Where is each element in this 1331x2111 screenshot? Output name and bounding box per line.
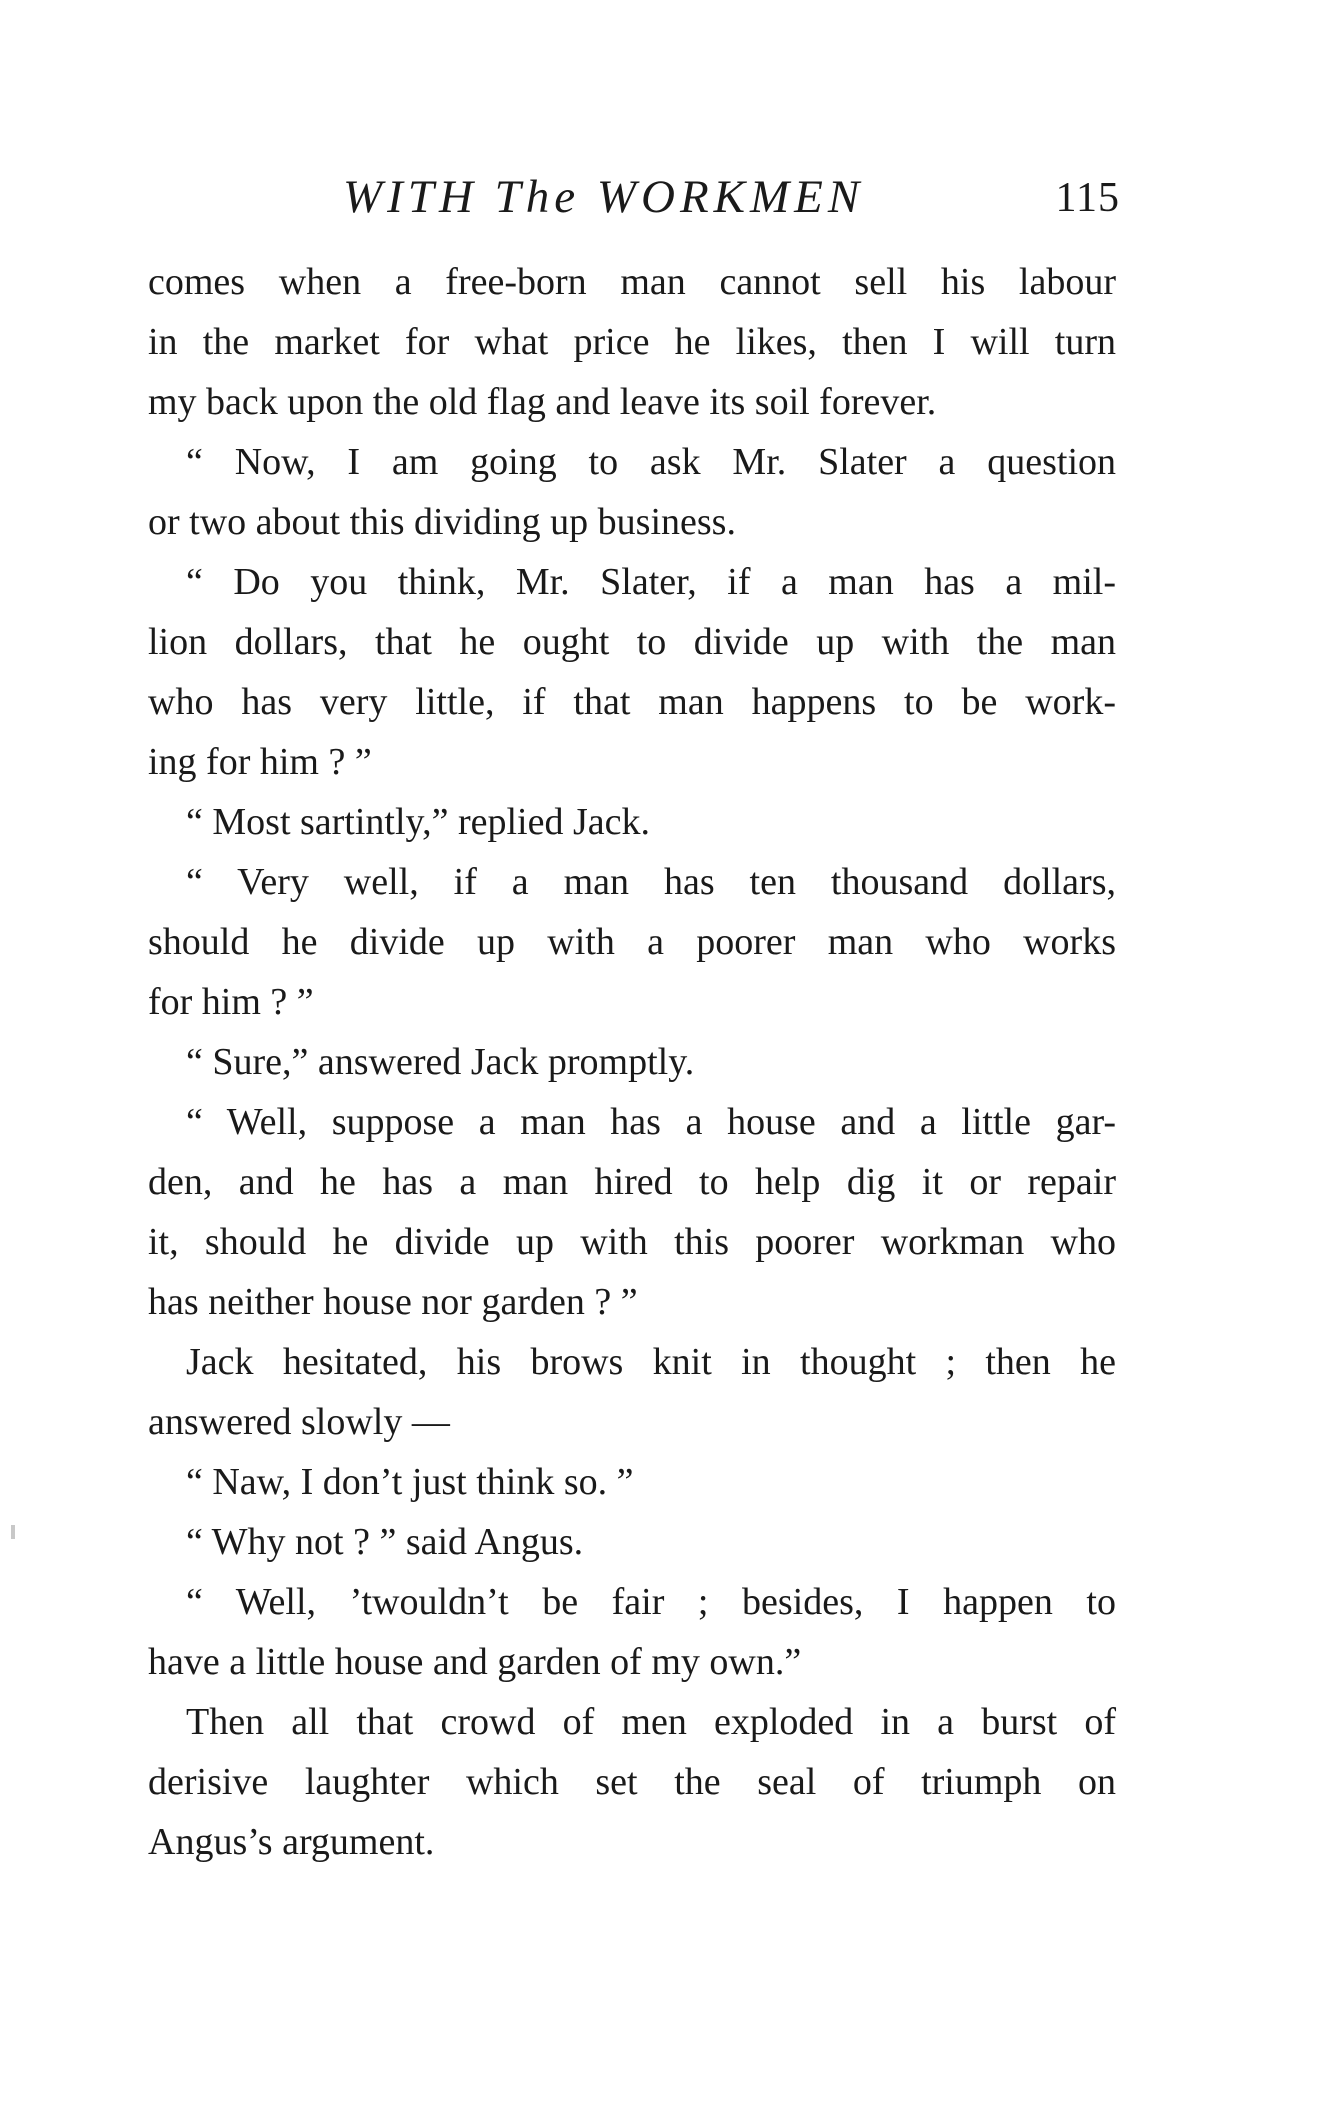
text-line: “ Sure,” answered Jack promptly.: [186, 1041, 695, 1083]
text-line: “ Well, suppose a man has a house and a little gar-: [186, 1101, 1116, 1143]
text-line: have a little house and garden of my own.”: [148, 1641, 802, 1683]
running-title: WITH The WORKMEN: [343, 171, 865, 223]
running-head: [148, 170, 1120, 230]
text-line: den, and he has a man hired to help dig it or repair: [148, 1161, 1116, 1203]
text-line: “ Most sartintly,” replied Jack.: [186, 801, 650, 843]
text-line: “ Why not ? ” said Angus.: [186, 1521, 584, 1563]
text-line: Angus’s argument.: [148, 1821, 435, 1863]
text-line: “ Well, ’twouldn’t be fair ; besides, I happen to: [186, 1581, 1116, 1623]
scan-speck: [11, 1525, 15, 1539]
text-line: “ Now, I am going to ask Mr. Slater a question: [186, 441, 1116, 483]
text-line: “ Very well, if a man has ten thousand dollars,: [186, 861, 1116, 903]
text-line: in the market for what price he likes, then I will turn: [148, 321, 1116, 363]
text-line: lion dollars, that he ought to divide up with the man: [148, 621, 1116, 663]
text-line: has neither house nor garden ? ”: [148, 1281, 638, 1323]
text-line: should he divide up with a poorer man who works: [148, 921, 1116, 963]
text-line: “ Naw, I don’t just think so. ”: [186, 1461, 634, 1503]
text-line: comes when a free-born man cannot sell his labour: [148, 261, 1116, 303]
text-line: answered slowly —: [148, 1401, 450, 1443]
text-line: Jack hesitated, his brows knit in thought ; then he: [186, 1341, 1116, 1383]
text-line: derisive laughter which set the seal of triumph on: [148, 1761, 1116, 1803]
text-line: or two about this dividing up business.: [148, 501, 736, 543]
page-number: 115: [1055, 175, 1120, 221]
body-text: [148, 252, 1116, 1872]
text-line: my back upon the old flag and leave its soil forever.: [148, 381, 937, 423]
text-line: it, should he divide up with this poorer workman who: [148, 1221, 1116, 1263]
text-line: “ Do you think, Mr. Slater, if a man has a mil-: [186, 561, 1116, 603]
text-line: who has very little, if that man happens to be work-: [148, 681, 1116, 723]
text-line: for him ? ”: [148, 981, 314, 1023]
text-line: ing for him ? ”: [148, 741, 372, 783]
text-line: Then all that crowd of men exploded in a burst of: [186, 1701, 1116, 1743]
